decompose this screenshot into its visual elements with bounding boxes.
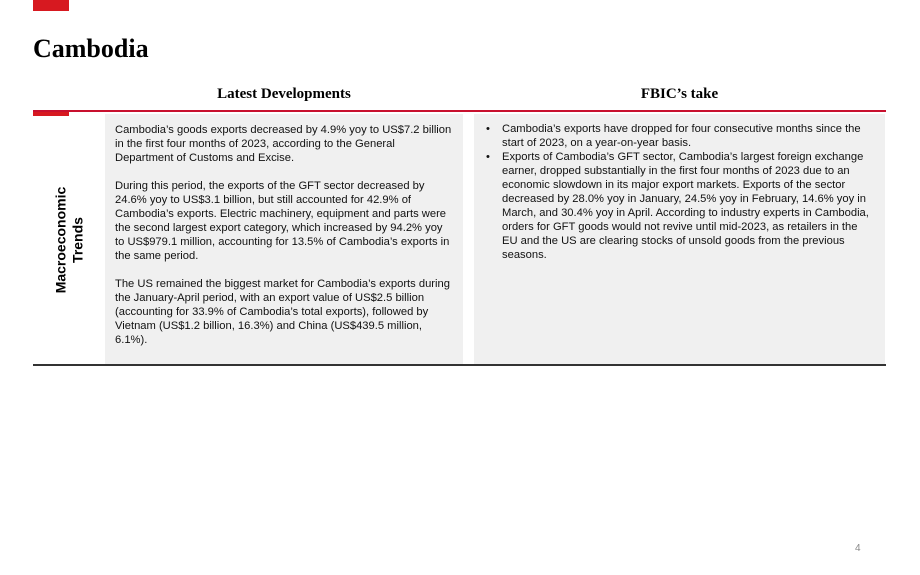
list-item bbox=[484, 122, 875, 150]
development-paragraph: During this period, the exports of the GFT sector decreased by 24.6% yoy to US$3.1 billion, but still accounted for 42.9% of Cambodia’s exports. Electric machinery, equipment and parts were the second largest export category, which increased by 94.2% yoy to US$979.1 million, accounting for 13.5% of Cambodia’s exports in the same period. bbox=[115, 180, 450, 262]
development-paragraph: The US remained the biggest market for Cambodia’s exports during the January-April period, with an export value of US$2.5 billion (accounting for 33.9% of Cambodia’s total exports), followed by Vietnam (US$1.2 billion, 16.3%) and China (US$439.5 million, 6.1%). bbox=[115, 278, 450, 346]
bullet-icon: • bbox=[486, 151, 490, 163]
row-label-macroeconomic-trends: Macroeconomic Trends bbox=[52, 186, 85, 294]
list-item-text: Exports of Cambodia’s GFT sector, Cambodia’s largest foreign exchange earner, dropped substantially in the first four months of 2023 due to an economic slowdown in its major export markets. Exports of the sector decreased by 28.0% yoy in January, 24.5% yoy in February, 14.6% yoy in March, and 30.4% yoy in April. According to industry experts in Cambodia, orders for GFT goods would not revive until mid-2023, as retailers in the EU and the US are clearing stocks of unsold goods from the previous seasons. bbox=[502, 151, 869, 261]
header-divider bbox=[33, 110, 886, 112]
page-number: 4 bbox=[855, 543, 861, 554]
row-accent-bar bbox=[33, 112, 69, 116]
latest-developments-panel bbox=[105, 114, 463, 364]
development-paragraph: Cambodia’s goods exports decreased by 4.9% yoy to US$7.2 billion in the first four months of 2023, according to the General Department of Customs and Excise. bbox=[115, 124, 452, 164]
fbic-take-header: FBIC’s take bbox=[640, 86, 719, 102]
top-accent-bar bbox=[33, 0, 69, 11]
list-item-text: Cambodia’s exports have dropped for four consecutive months since the start of 2023, on a year-on-year basis. bbox=[502, 123, 861, 149]
row-label-container bbox=[38, 120, 100, 360]
bottom-divider bbox=[33, 364, 886, 366]
latest-developments-header: Latest Developments bbox=[217, 86, 351, 102]
bullet-icon: • bbox=[486, 123, 490, 135]
fbic-take-panel bbox=[474, 114, 885, 364]
page-title: Cambodia bbox=[33, 34, 149, 63]
list-item bbox=[484, 150, 875, 262]
fbic-take-list bbox=[484, 122, 875, 262]
